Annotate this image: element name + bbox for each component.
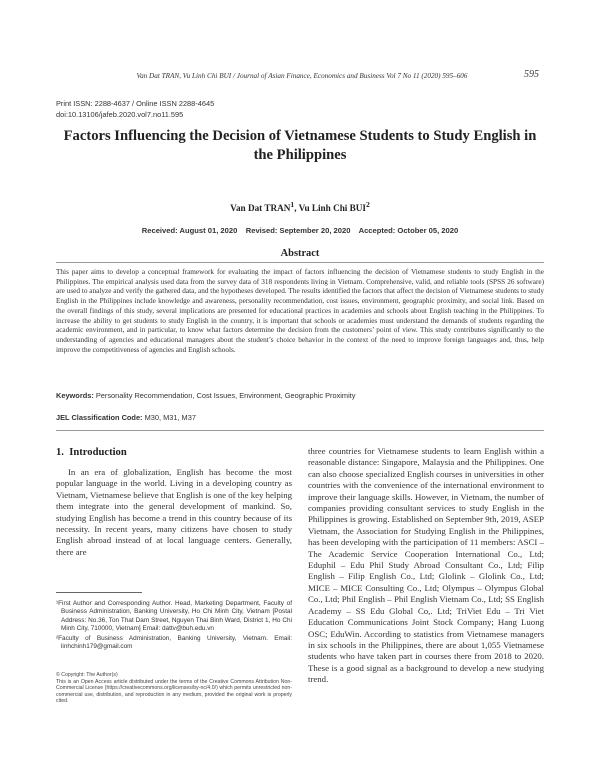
author-2-superscript: 2 xyxy=(366,200,370,209)
keywords xyxy=(56,391,544,400)
section-divider xyxy=(56,430,544,431)
paper-title: Factors Influencing the Decision of Vietnamese Students to Study English in the Philippines xyxy=(63,128,537,163)
intro-paragraph-left: In an era of globalization, English has become the most popular language in the world. Living in a developing country as Vietnam, Vietnamese believe that English is one of the key helping them integrate into the general development of mankind. So, studying English has become a trend in this country because of its necessity. In recent years, many citizens have chosen to study English abroad instead of at local language centers. Generally, there are xyxy=(56,467,292,557)
author-2: Vu Linh Chi BUI xyxy=(298,203,366,214)
issn-block xyxy=(56,99,214,120)
abstract-text: This paper aims to develop a conceptual framework for evaluating the impact of factors influencing the decision of Vietnamese students to study English in the Philippines. The empirical analysis used data from the survey data of 318 respondents living in Vietnam. Comprehensive, valid, and reliable tools (SPSS 26 software) are used to analyze and verify the gathered data, and the hypotheses developed. The results identified the factors that affect the decision of Vietnamese students to study English in the Philippines include knowledge and awareness, personality recommendation, cost issues, environment, geographic proximity, and social link. Based on the overall findings of this study, several implications are presented for educational practices in academies and schools about English teaching in the Philippines. To increase the ability to get students to study English in the country, it is important that schools or academies must understand the demands of students regarding the academic environment, and in particular, to know what factors determine the decision from the customers’ point of view. This study contributes significantly to the understanding of agencies and educational managers about the student’s choice behavior in the context of the need to improve foreign languages and, thus, help improve the competitiveness of agencies and English schools. xyxy=(56,268,544,354)
right-column xyxy=(308,446,544,686)
author-separator: , xyxy=(294,203,299,214)
author-list xyxy=(56,200,544,213)
footnote-divider xyxy=(56,592,142,593)
footnote-1: ¹First Author and Corresponding Author. Head, Marketing Department, Faculty of Business Administration, Banking University, Ho Chi Minh City, Vietnam [Postal Address: No.36, Ton That Dam Street, Nguyen Thai Binh Ward, District 1, Ho Chi Minh City, 710000, Vietnam] Email: dattv@buh.edu.vn xyxy=(56,600,292,633)
author-1: Van Dat TRAN xyxy=(230,203,291,214)
abstract-divider xyxy=(56,262,544,263)
issn-line: Print ISSN: 2288-4637 / Online ISSN 2288-4645 xyxy=(56,99,215,108)
jel-label: JEL Classification Code: xyxy=(56,413,143,422)
abstract-heading: Abstract xyxy=(280,248,320,259)
jel-code xyxy=(56,413,544,422)
left-column xyxy=(56,467,292,558)
introduction-heading: 1. Introduction xyxy=(56,447,127,458)
page-number: 595 xyxy=(524,69,539,80)
copyright-line: © Copyright: The Author(s) xyxy=(56,672,118,678)
doi-line: doi:10.13106/jafeb.2020.vol7.no11.595 xyxy=(56,109,184,119)
keywords-label: Keywords: xyxy=(56,391,94,400)
jel-value: M30, M31, M37 xyxy=(142,413,196,422)
license-text: This is an Open Access article distributed under the terms of the Creative Commons Attribution Non-Commercial License (https://creativecommons.org/licenses/by-nc/4.0/) which permits unrestricted non-commercial use, distribution, and reproduction in any medium, provided the original work is properly cited. xyxy=(56,678,292,705)
intro-paragraph-right: three countries for Vietnamese students to learn English within a reasonable distance: Singapore, Malaysia and the Philippines. One can also choose specialized English courses in universities in other countries with the convenience of the international environment to improve their language skills. However, in Vietnam, the number of companies providing consultant services to study English in the Philippines is growing. Established on September 9th, 2019, ASEP Vietnam, the Association for Studying English in the Philippines, has been developing with the participation of 11 members: ASCI – The Academic Service Cooperation International Co., Ltd; Eduphil – Edu Phil Study Abroad Consultant Co., Ltd; Filip English – Filip English Co., Ltd; Glolink – Glolink Co., Ltd; MICE – MICE Consulting Co., Ltd; Olympus – Olympus Global Co., Ltd; Phil English – Phil English Vietnam Co., Ltd; SS English Academy – SS Edu Global Co,. Ltd; TriViet Edu – Tri Viet Education Communications Joint Stock Company; Hang Luong OSC; EduWin. According to statistics from Vietnamese managers in six schools in the Philippines, there are about 1,055 Vietnamese students who have taken part in courses there from 2018 to 2020. These is a good signal as a background to develop a new studying trend. xyxy=(308,446,544,685)
running-head: Van Dat TRAN, Vu Linh Chi BUI / Journal of Asian Finance, Economics and Business Vol 7 No 11 (2020) 595–606 xyxy=(136,72,468,80)
submission-dates: Received: August 01, 2020 Revised: September 20, 2020 Accepted: October 05, 2020 xyxy=(141,226,459,235)
footnote-2: ²Faculty of Business Administration, Banking University, Vietnam. Email: linhchinh179@gmail.com xyxy=(56,634,292,651)
author-1-superscript: 1 xyxy=(290,200,295,209)
footnotes xyxy=(56,600,292,652)
keywords-value: Personality Recommendation, Cost Issues, Environment, Geographic Proximity xyxy=(93,391,356,400)
copyright-notice xyxy=(56,672,292,705)
